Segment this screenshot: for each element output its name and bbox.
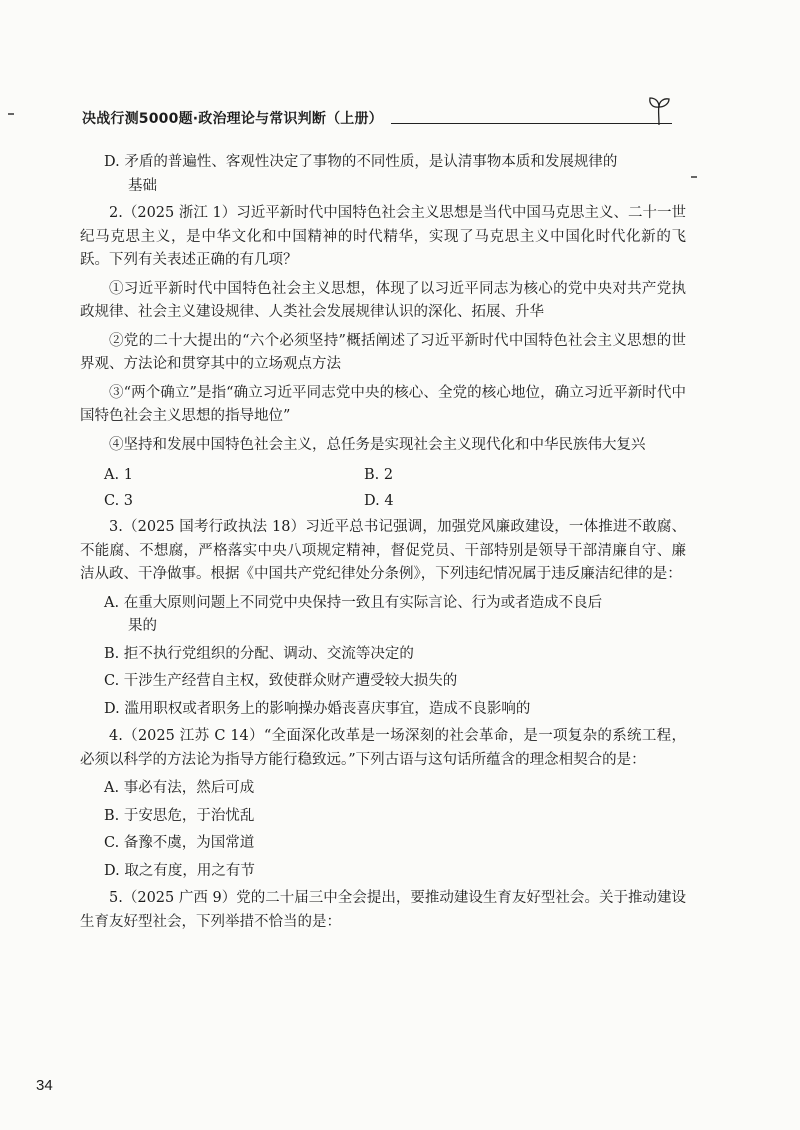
q3-option-c: C. 干涉生产经营自主权，致使群众财产遭受较大损失的 [104,673,458,689]
q2-stem: 2.（2025 浙江 1）习近平新时代中国特色社会主义思想是当代中国马克思主义、二十一世纪马克思主义，是中华文化和中国精神的时代精华，实现了马克思主义中国化时代化新的飞跃。下列有关表述正确的有几项？ [80,205,686,268]
running-header [82,104,672,132]
q4-option-b: B. 于安思危，于治忧乱 [104,807,255,824]
book-title: 决战行测5000题·政治理论与常识判断（上册） [82,111,383,127]
page-content [80,151,686,939]
margin-mark [8,113,14,115]
q5-stem: 5.（2025 广西 9）党的二十届三中全会提出，要推动建设生育友好型社会。关于推动建设生育友好型社会，下列举措不恰当的是： [80,890,686,930]
q3-option-a: A. 在重大原则问题上不同党中央保持一致且有实际言论、行为或者造成不良后 果的 [104,594,603,634]
q4-option-d: D. 取之有度，用之有节 [104,862,255,879]
q2-option-b: B. 2 [364,467,394,483]
q2-statement-4: ④坚持和发展中国特色社会主义，总任务是实现社会主义现代化和中华民族伟大复兴 [109,436,646,453]
q3-option-d: D. 滥用职权或者职务上的影响操办婚丧喜庆事宜，造成不良影响的 [104,700,531,717]
header-rule [391,123,672,124]
q2-option-d: D. 4 [364,493,394,509]
q2-statement-2: ②党的二十大提出的“六个必须坚持”概括阐述了习近平新时代中国特色社会主义思想的世界观、方法论和贯穿其中的立场观点方法 [80,332,686,372]
q4-stem: 4.（2025 江苏 C 14）“全面深化改革是一场深刻的社会革命，是一项复杂的系统工程，必须以科学的方法论为指导方能行稳致远。”下列古语与这句话所蕴含的理念相契合的是： [80,728,686,768]
q4-option-c: C. 备豫不虞，为国常道 [104,835,255,851]
margin-mark [691,176,697,178]
q2-options [80,462,686,514]
q3-option-b: B. 拒不执行党组织的分配、调动、交流等决定的 [104,645,414,662]
q1-option-d: D. 矛盾的普遍性、客观性决定了事物的不同性质，是认清事物本质和发展规律的 基础 [104,154,618,194]
page-number: 34 [36,1077,53,1094]
q2-option-c: C. 3 [104,493,134,509]
q2-statement-3: ③“两个确立”是指“确立习近平同志党中央的核心、全党的核心地位，确立习近平新时代中国特色社会主义思想的指导地位” [80,384,686,424]
q3-stem: 3.（2025 国考行政执法 18）习近平总书记强调，加强党风廉政建设，一体推进不敢腐、不能腐、不想腐，严格落实中央八项规定精神，督促党员、干部特别是领导干部清廉自守、廉洁从政、干净做事。根据《中国共产党纪律处分条例》，下列违纪情况属于违反廉洁纪律的是： [80,519,686,582]
sprout-icon [646,96,672,126]
q2-statement-1: ①习近平新时代中国特色社会主义思想，体现了以习近平同志为核心的党中央对共产党执政规律、社会主义建设规律、人类社会发展规律认识的深化、拓展、升华 [80,280,686,320]
q4-option-a: A. 事必有法，然后可成 [104,780,255,796]
q2-option-a: A. 1 [104,467,133,483]
